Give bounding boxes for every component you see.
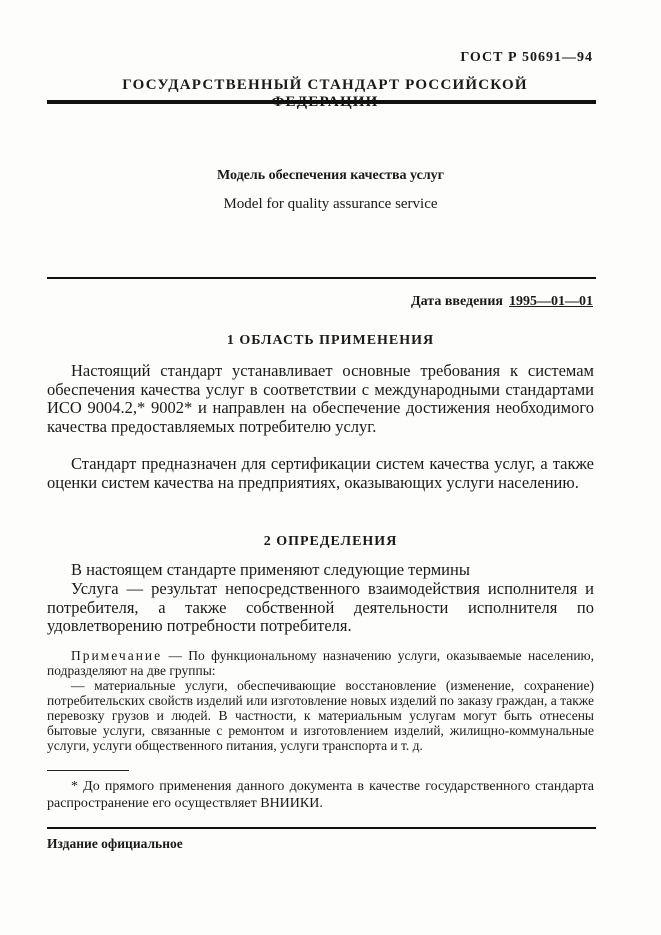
section-1-paragraph-2: [47, 455, 594, 492]
footnote-rule: [47, 770, 129, 771]
section-1-heading: 1 ОБЛАСТЬ ПРИМЕНЕНИЯ: [226, 333, 435, 348]
intro-date: [411, 294, 593, 310]
standard-title: ГОСУДАРСТВЕННЫЙ СТАНДАРТ РОССИЙСКОЙ: [122, 77, 528, 93]
header-rule: [47, 100, 596, 104]
section-2-paragraph-2: [47, 580, 594, 636]
note-label: Примечание: [71, 648, 163, 663]
document-title-ru: Модель обеспечения качества услуг: [216, 168, 445, 183]
footnote-text: * До прямого применения данного документа в качестве государственного стандарта распространение его осуществляет ВНИИКИ.: [47, 779, 594, 811]
note-text: — По функциональному назначению услуги, оказываемые населению, подразделяют на две группы:: [47, 648, 594, 678]
gost-code: ГОСТ Р 50691—94: [460, 50, 593, 65]
note-item-text: — материальные услуги, обеспечивающие восстановление (изменение, сохранение) потребительских свойств изделий или изготовление новых изделий по заказу граждан, а также перевозку грузов и людей. В частности, к материальным услугам могут быть отнесены бытовые услуги, связанные с ремонтом и изготовлением изделий, жилищно-коммунальные услуги, услуги общественного питания, услуги транспорта и т. д.: [47, 678, 594, 753]
section-1-paragraph-2-text: Стандарт предназначен для сертификации систем качества услуг, а также оценки систем качества на предприятиях, оказывающих услуги населению.: [47, 454, 594, 492]
section-1-paragraph-1: [47, 362, 594, 436]
footnote: [47, 778, 594, 812]
note: [47, 648, 594, 678]
bottom-rule: [47, 827, 596, 829]
document-title-en: Model for quality assurance service: [223, 196, 438, 212]
section-2-paragraph-2-text: Услуга — результат непосредственного взаимодействия исполнителя и потребителя, а также собственной деятельности исполнителя по удовлетворению потребности потребителя.: [47, 579, 594, 635]
intro-date-label: Дата введения: [411, 294, 503, 309]
section-2-paragraph-1-text: В настоящем стандарте применяют следующие термины: [71, 560, 470, 579]
title-rule: [47, 277, 596, 279]
note-item: [47, 678, 594, 753]
section-2-paragraph-1: [47, 561, 594, 580]
section-2-heading: 2 ОПРЕДЕЛЕНИЯ: [263, 534, 398, 549]
edition-label: Издание официальное: [47, 836, 183, 851]
intro-date-value: 1995—01—01: [509, 294, 593, 309]
section-1-paragraph-1-text: Настоящий стандарт устанавливает основные требования к системам обеспечения качества услуг в соответствии с международными стандартами ИСО 9004.2,* 9002* и направлен на обеспечение достижения необходимого качества предоставляемых потребителю услуг.: [47, 361, 594, 436]
